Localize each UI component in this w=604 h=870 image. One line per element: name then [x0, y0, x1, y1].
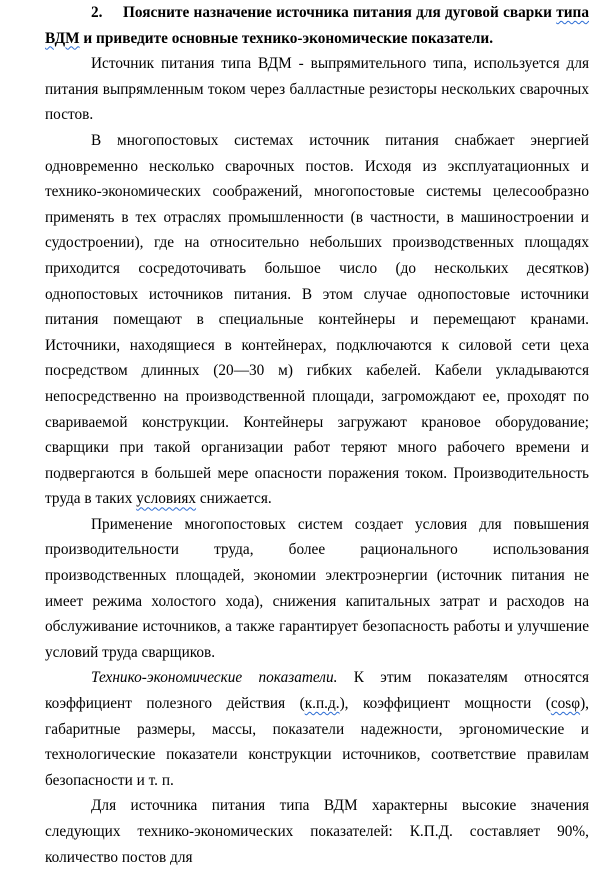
paragraph-4-part-b: ), коэффициент мощности (: [339, 695, 551, 713]
paragraph-4-part-c: ), габаритные размеры, массы, показатели надежности, эргономические и технологические показатели конструкции источников, соответствие правилам безопасности и т. п.: [45, 695, 589, 789]
question-heading: [45, 0, 589, 51]
paragraph-5: Для источника питания типа ВДМ характерны высокие значения следующих технико-экономических показателей: К.П.Д. составляет 90%, количество постов для: [45, 797, 589, 866]
paragraph-2-body: В многопостовых системах источник питания снабжает энергией одновременно несколько сварочных постов. Исходя из эксплуатационных и технико-экономических соображений, многопостовые системы целесообразно применять в тех отраслях промышленности (в частности, в машиностроении и судостроении), где на относительно небольших производственных площадях приходится сосредоточивать большое число (до нескольких десятков) однопостовых источников питания. В этом случае однопостовые источники питания помещают в специальные контейнеры и перемещают кранами. Источники, находящиеся в контейнерах, подключаются к силовой сети цеха посредством длинных (20—30 м) гибких кабелей. Кабели укладываются непосредственно на производственной площади, загромождают ее, проходят по свариваемой конструкции. Контейнеры загружают крановое оборудование; сварщики при такой организации работ теряют много рабочего времени и подвергаются в большей мере опасности поражения током. Производительность труда в таких: [45, 131, 589, 508]
heading-text-end: и приведите основные технико-экономические показатели.: [79, 29, 494, 47]
paragraph-2-spellcheck-word: условиях: [136, 490, 197, 508]
document-page: [45, 0, 589, 870]
heading-spellcheck-word-1: типа: [556, 4, 589, 21]
paragraph-4-italic-lead: Технико-экономические показатели.: [91, 669, 338, 687]
paragraph-3: Применение многопостовых систем создает условия для повышения производительности труда, более рационального использования производственных площадей, экономии электроэнергии (источник питания не имеет режима холостого хода), снижения капитальных затрат и расходов на обслуживание источников, а также гарантирует безопасность работы и улучшение условий труда сварщиков.: [45, 515, 589, 661]
paragraph-4: [45, 665, 589, 793]
paragraph-4-spellcheck-word-2: cosφ: [550, 695, 581, 713]
paragraph-1: Источник питания типа ВДМ - выпрямительного типа, используется для питания выпрямленным током через балластные резисторы нескольких сварочных постов.: [45, 55, 589, 124]
paragraph-2-end: снижается.: [196, 490, 272, 508]
question-number: 2.: [91, 4, 103, 21]
heading-spellcheck-word-2: ВДМ: [45, 29, 80, 47]
heading-text-start: Поясните назначение источника питания для дуговой сварки: [123, 4, 557, 21]
paragraph-2: [45, 128, 589, 512]
paragraph-4-part-a: К этим показателям относятся коэффициент полезного действия (: [45, 669, 589, 713]
paragraph-4-spellcheck-word-1: к.п.д.: [304, 695, 340, 713]
